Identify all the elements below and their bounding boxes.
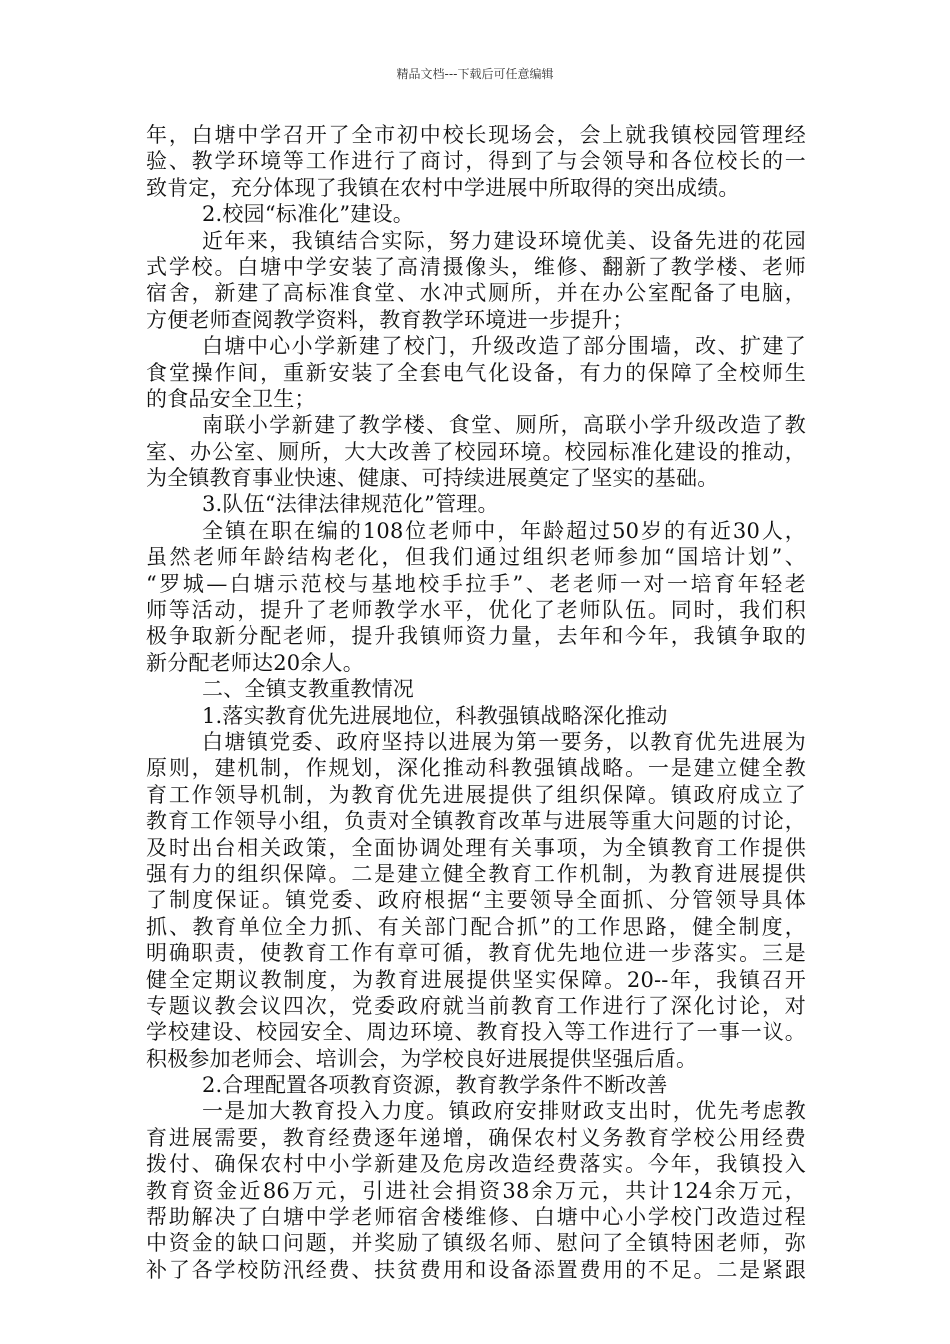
text-line: 抓、教育单位全力抓、有关部门配合抓”的工作思路，健全制度， xyxy=(146,914,806,939)
text-line: 南联小学新建了教学楼、食堂、厕所，高联小学升级改造了教 xyxy=(202,413,806,438)
text-line: 全镇在职在编的108位老师中，年龄超过50岁的有近30人， xyxy=(202,518,806,543)
text-line: 新分配老师达20余人。 xyxy=(146,650,364,675)
text-line: 虽然老师年龄结构老化，但我们通过组织老师参加“国培计划”、 xyxy=(146,545,806,570)
text-line: 极争取新分配老师，提升我镇师资力量，去年和今年，我镇争取的 xyxy=(146,624,806,649)
text-line: 中资金的缺口问题，并奖励了镇级名师、慰问了全镇特困老师，弥 xyxy=(146,1231,806,1256)
text-line: 式学校。白塘中学安装了高清摄像头，维修、翻新了教学楼、老师 xyxy=(146,254,806,279)
text-line: 室、办公室、厕所，大大改善了校园环境。校园标准化建设的推动， xyxy=(146,439,806,464)
document-body xyxy=(146,122,806,1283)
text-line: 2.合理配置各项教育资源，教育教学条件不断改善 xyxy=(202,1073,668,1098)
text-line: 食堂操作间，重新安装了全套电气化设备，有力的保障了全校师生 xyxy=(146,360,806,385)
text-line: 的食品安全卫生； xyxy=(146,386,316,411)
text-line: 为全镇教育事业快速、健康、可持续进展奠定了坚实的基础。 xyxy=(146,466,719,491)
text-line: 帮助解决了白塘中学老师宿舍楼维修、白塘中心小学校门改造过程 xyxy=(146,1205,806,1230)
text-line: 教育工作领导小组，负责对全镇教育改革与进展等重大问题的讨论， xyxy=(146,809,806,834)
text-line: 致肯定，充分体现了我镇在农村中学进展中所取得的突出成绩。 xyxy=(146,175,740,200)
text-line: 补了各学校防汛经费、扶贫费用和设备添置费用的不足。二是紧跟 xyxy=(146,1257,806,1282)
text-line: 师等活动，提升了老师教学水平，优化了老师队伍。同时，我们积 xyxy=(146,598,806,623)
text-line: 学校建设、校园安全、周边环境、教育投入等工作进行了一事一议。 xyxy=(146,1020,806,1045)
text-line: 原则，建机制，作规划，深化推动科教强镇战略。一是建立健全教 xyxy=(146,756,806,781)
text-line: 白塘中心小学新建了校门，升级改造了部分围墙，改、扩建了 xyxy=(202,334,806,359)
text-line: 2.校园“标准化”建设。 xyxy=(202,202,414,227)
text-line: 强有力的组织保障。二是建立健全教育工作机制，为教育进展提供 xyxy=(146,861,806,886)
text-line: 明确职责，使教育工作有章可循，教育优先地位进一步落实。三是 xyxy=(146,941,806,966)
page-header: 精品文档---下载后可任意编辑 xyxy=(396,67,554,81)
text-line: 及时出台相关政策，全面协调处理有关事项，为全镇教育工作提供 xyxy=(146,835,806,860)
text-line: “罗城—白塘示范校与基地校手拉手”、老老师一对一培育年轻老 xyxy=(146,571,806,596)
text-line: 白塘镇党委、政府坚持以进展为第一要务，以教育优先进展为 xyxy=(202,729,806,754)
text-line: 二、全镇支教重教情况 xyxy=(202,677,414,702)
text-line: 育进展需要，教育经费逐年递增，确保农村义务教育学校公用经费 xyxy=(146,1125,806,1150)
text-line: 专题议教会议四次，党委政府就当前教育工作进行了深化讨论，对 xyxy=(146,993,806,1018)
text-line: 宿舍，新建了高标准食堂、水冲式厕所，并在办公室配备了电脑， xyxy=(146,281,806,306)
text-line: 育工作领导机制，为教育优先进展提供了组织保障。镇政府成立了 xyxy=(146,782,806,807)
text-line: 教育资金近86万元，引进社会捐资38余万元，共计124余万元， xyxy=(146,1178,806,1203)
text-line: 近年来，我镇结合实际，努力建设环境优美、设备先进的花园 xyxy=(202,228,806,253)
text-line: 了制度保证。镇党委、政府根据“主要领导全面抓、分管领导具体 xyxy=(146,888,806,913)
text-line: 积极参加老师会、培训会，为学校良好进展提供坚强后盾。 xyxy=(146,1046,698,1071)
text-line: 年，白塘中学召开了全市初中校长现场会，会上就我镇校园管理经 xyxy=(146,123,806,147)
text-line: 3.队伍“法律法律规范化”管理。 xyxy=(202,492,499,517)
text-line: 拨付、确保农村中小学新建及危房改造经费落实。今年，我镇投入 xyxy=(146,1152,806,1177)
text-line: 方便老师查阅教学资料，教育教学环境进一步提升； xyxy=(146,307,634,332)
text-line: 一是加大教育投入力度。镇政府安排财政支出时，优先考虑教 xyxy=(202,1099,806,1124)
text-line: 健全定期议教制度，为教育进展提供坚实保障。20--年，我镇召开 xyxy=(146,967,806,992)
text-line: 验、教学环境等工作进行了商讨，得到了与会领导和各位校长的一 xyxy=(146,149,806,174)
text-line: 1.落实教育优先进展地位，科教强镇战略深化推动 xyxy=(202,703,668,728)
